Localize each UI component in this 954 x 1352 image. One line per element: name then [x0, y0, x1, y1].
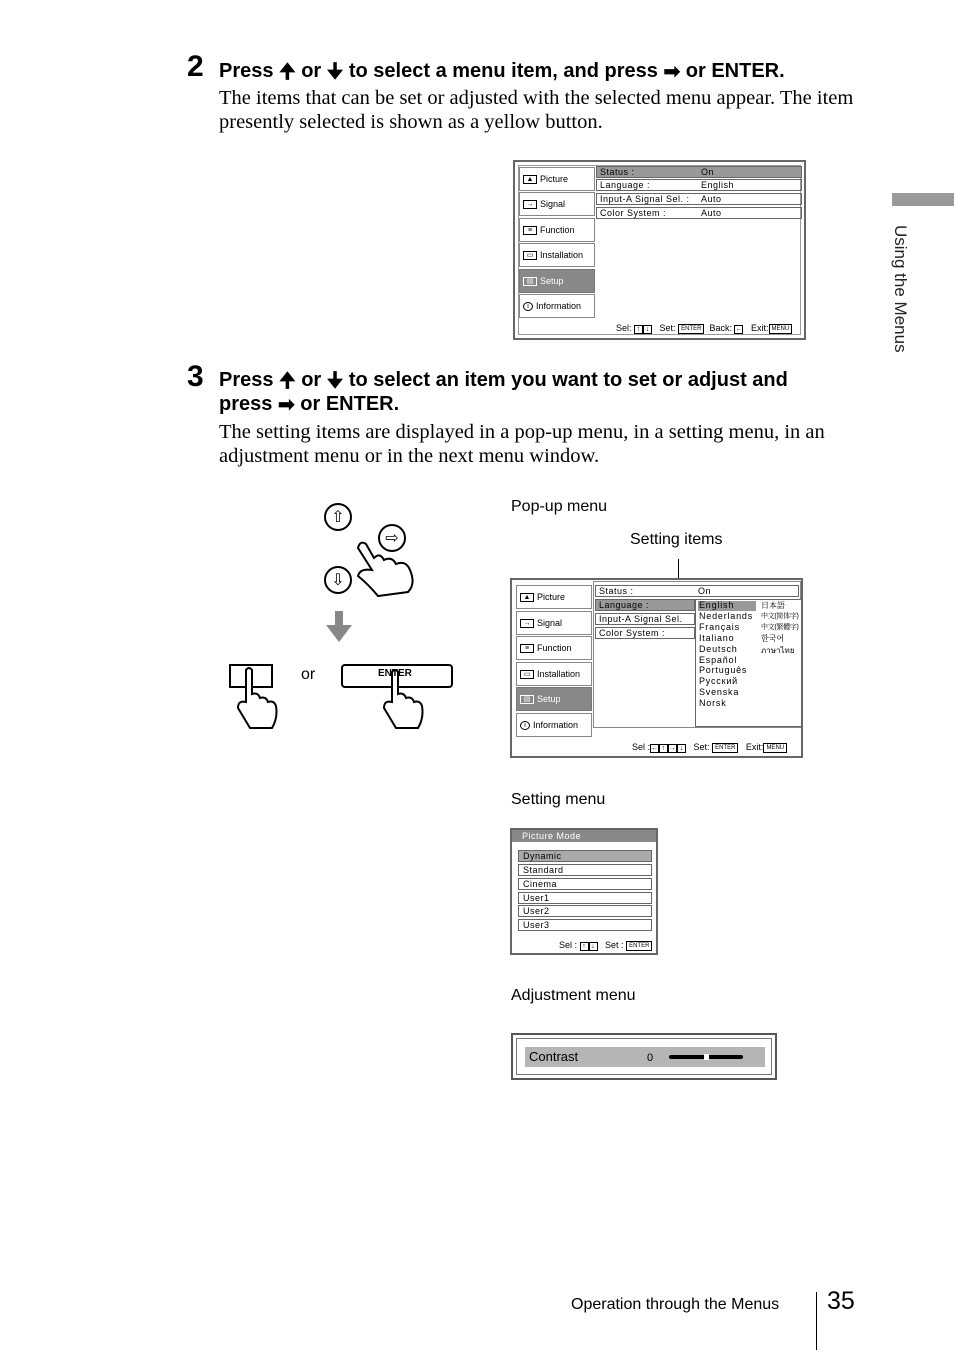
picture-mode-option[interactable]: Cinema	[518, 878, 652, 890]
picture-mode-option[interactable]: Dynamic	[518, 850, 652, 862]
menu-item-signal[interactable]: → Signal	[519, 192, 595, 216]
adjustment-bar	[525, 1047, 765, 1067]
menu-key-icon: MENU	[769, 324, 793, 334]
section-tab-marker	[892, 193, 954, 206]
step-body: The items that can be set or adjusted with the selected menu appear. The item presently selected is shown as a yellow button.	[219, 87, 854, 133]
popup-caption: Pop-up menu	[511, 498, 608, 515]
adjustment-label: Contrast	[529, 1049, 579, 1064]
menu-item-signal[interactable]: → Signal	[516, 611, 592, 635]
menu-item-setup[interactable]: ▤ Setup	[516, 687, 592, 711]
section-footer: Operation through the Menus	[571, 1296, 780, 1313]
language-popup	[695, 599, 802, 727]
enter-key-icon: ENTER	[712, 743, 738, 753]
step-number: 2	[187, 50, 204, 83]
left-key-icon: ←	[735, 326, 743, 333]
setting-items-callout: Setting items	[630, 531, 723, 548]
menu-item-picture[interactable]: ▲ Picture	[516, 585, 592, 609]
down-key-icon: ↓	[677, 744, 686, 753]
step-heading: Press 🠉 or 🠋 to select a menu item, and press ➡ or ENTER.	[219, 60, 785, 83]
footer-divider	[816, 1292, 817, 1350]
menu-item-information[interactable]: i Information	[516, 713, 592, 737]
picture-mode-option[interactable]: User2	[518, 905, 652, 917]
enter-key-icon: ENTER	[626, 941, 652, 951]
pointing-hand-icon	[350, 540, 420, 600]
down-key-icon: ↓	[589, 942, 598, 951]
language-option[interactable]: Русский	[699, 676, 738, 686]
language-option[interactable]: ภาษาไทย	[761, 646, 795, 655]
setting-row-color-system[interactable]: Color System : Auto	[596, 207, 802, 219]
setup-icon: ▤	[523, 277, 537, 286]
language-option[interactable]: Norsk	[699, 698, 727, 708]
down-key-icon: ↓	[643, 325, 652, 334]
menu-item-picture[interactable]: ▲ Picture	[519, 167, 595, 191]
menu-footer-hints: Sel :← ↑ → ↓ Set: ENTER Exit: MENU	[632, 742, 787, 753]
language-option[interactable]: Português	[699, 665, 748, 675]
language-option[interactable]: Nederlands	[699, 611, 754, 621]
step-number: 3	[187, 360, 204, 393]
menu-item-function[interactable]: ≡ Function	[516, 636, 592, 660]
popup-menu-screen	[510, 578, 803, 758]
up-button[interactable]	[324, 503, 352, 531]
function-icon: ≡	[523, 226, 537, 235]
language-option[interactable]: English	[699, 600, 735, 610]
setup-icon: ▤	[520, 695, 534, 704]
up-key-icon: ↑	[634, 325, 643, 334]
or-label: or	[301, 666, 316, 683]
menu-item-function[interactable]: ≡ Function	[519, 218, 595, 242]
language-option[interactable]: Español	[699, 655, 738, 665]
setting-row-language[interactable]: Language : English	[596, 179, 802, 191]
step-body: The setting items are displayed in a pop-up menu, in a setting menu, in an adjustment menu or in the next menu window.	[219, 421, 825, 467]
adjustment-value: 0	[647, 1052, 654, 1064]
setting-row-status[interactable]: Status : On	[595, 585, 799, 597]
information-icon: i	[520, 721, 530, 730]
enter-label: ENTER	[378, 668, 412, 679]
step-heading: Press 🠉 or 🠋 to select an item you want to set or adjust and press ➡ or ENTER.	[219, 369, 788, 416]
picture-mode-option[interactable]: User3	[518, 919, 652, 931]
setting-menu-title: Picture Mode	[512, 830, 656, 842]
up-key-icon: ↑	[659, 744, 668, 753]
right-arrow-icon: ➡	[663, 61, 681, 83]
picture-icon: ▲	[520, 593, 534, 602]
right-arrow-icon: ⇨	[385, 530, 399, 547]
down-arrow-icon	[326, 611, 352, 643]
down-button[interactable]	[324, 566, 352, 594]
picture-icon: ▲	[523, 175, 537, 184]
setting-row-input-signal[interactable]: Input-A Signal Sel. : Auto	[596, 193, 802, 205]
picture-mode-option[interactable]: Standard	[518, 864, 652, 876]
section-tab-label: Using the Menus	[891, 225, 910, 353]
right-key-icon: →	[669, 745, 677, 752]
left-key-icon: ←	[651, 745, 659, 752]
function-icon: ≡	[520, 644, 534, 653]
language-option[interactable]: Svenska	[699, 687, 740, 697]
adjustment-menu-caption: Adjustment menu	[511, 987, 636, 1004]
language-option[interactable]: Français	[699, 622, 740, 632]
slider-thumb[interactable]	[704, 1054, 709, 1060]
setting-menu-screen	[510, 828, 658, 955]
menu-item-installation[interactable]: ▭ Installation	[519, 243, 595, 267]
setting-row-color-system[interactable]: Color System :	[595, 627, 695, 639]
down-arrow-icon: ⇩	[331, 572, 345, 589]
menu-item-setup[interactable]: ▤ Setup	[519, 269, 595, 293]
adjustment-menu-screen	[511, 1033, 777, 1080]
signal-icon: →	[523, 200, 537, 209]
installation-icon: ▭	[520, 670, 534, 679]
menu-item-installation[interactable]: ▭ Installation	[516, 662, 592, 686]
setting-row-language[interactable]: Language :	[595, 599, 695, 611]
installation-icon: ▭	[523, 251, 537, 260]
setting-menu-caption: Setting menu	[511, 791, 606, 808]
language-option[interactable]: 日本語	[761, 601, 785, 610]
language-option[interactable]: Deutsch	[699, 644, 738, 654]
menu-footer-hints: Sel : ↑ ↓ Set : ENTER	[559, 940, 652, 951]
right-button-press-icon[interactable]	[228, 662, 280, 732]
down-arrow-icon: 🠋	[326, 61, 344, 83]
up-arrow-icon: 🠉	[279, 370, 296, 392]
language-option[interactable]: Italiano	[699, 633, 735, 643]
up-arrow-icon: 🠉	[279, 61, 296, 83]
language-option[interactable]: 中文(简体字)	[761, 613, 799, 620]
menu-footer-hints: Sel: ↑ ↓ Set: ENTER Back: ← Exit: MENU	[616, 323, 792, 334]
information-icon: i	[523, 302, 533, 311]
right-arrow-icon: ➡	[277, 394, 295, 416]
up-key-icon: ↑	[580, 942, 589, 951]
adjustment-slider[interactable]	[669, 1055, 743, 1059]
picture-mode-option[interactable]: User1	[518, 892, 652, 904]
menu-item-information[interactable]: i Information	[519, 294, 595, 318]
signal-icon: →	[520, 619, 534, 628]
up-arrow-icon: ⇧	[331, 509, 345, 526]
setting-row-input-signal[interactable]: Input-A Signal Sel.	[595, 613, 695, 625]
down-arrow-icon: 🠋	[326, 370, 344, 392]
language-option[interactable]: 한국어	[761, 634, 785, 643]
language-option[interactable]: 中文(繁體字)	[761, 624, 799, 631]
menu-key-icon: MENU	[763, 743, 787, 753]
setup-menu-screen	[513, 160, 806, 340]
enter-key-icon: ENTER	[678, 324, 704, 334]
setting-row-status[interactable]: Status : On	[596, 166, 802, 178]
page-number: 35	[827, 1287, 855, 1315]
